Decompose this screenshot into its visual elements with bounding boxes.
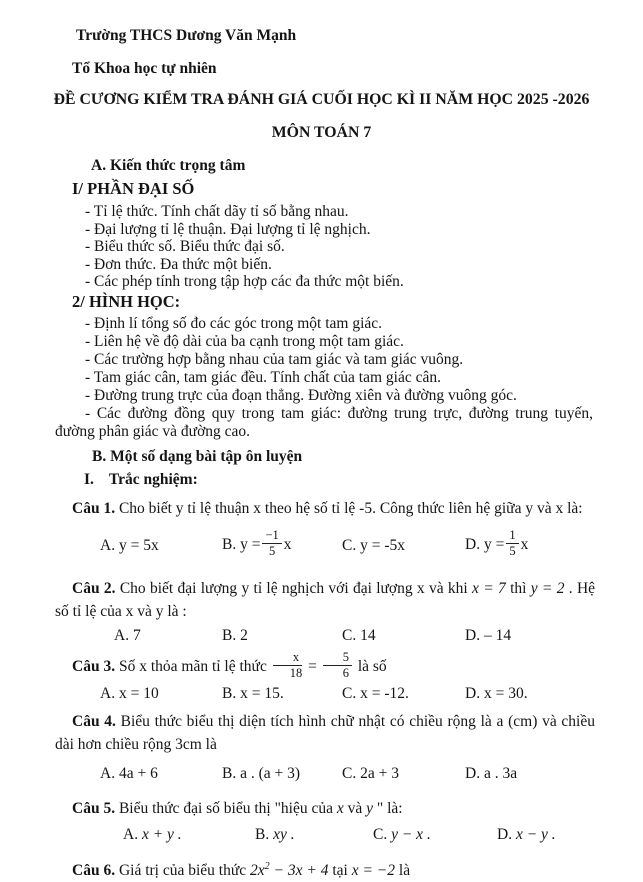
option-d (465, 764, 643, 784)
option-c (342, 536, 465, 556)
option-label: C. (342, 764, 357, 782)
question-text: Cho biết đại lượng y tỉ lệ nghịch với đại lượng x và khi (119, 579, 468, 597)
document-page (0, 26, 643, 879)
geometry-heading: 2/ HÌNH HỌC: (72, 291, 181, 311)
math-expression: x = 7 (472, 579, 506, 597)
option-label: A. (100, 536, 116, 554)
option-text: x = -12. (360, 684, 409, 702)
option-label: B. (222, 764, 237, 782)
option-text: x (283, 536, 292, 554)
option-a (100, 764, 222, 784)
question-text: Biểu thức đại số biểu thị "hiệu của (118, 799, 333, 817)
question-5-options (123, 825, 643, 845)
option-d (497, 825, 643, 845)
option-text: x = 10 (118, 684, 159, 702)
option-text: 4a + 6 (118, 764, 158, 782)
question-1-options (100, 524, 643, 568)
option-text: – 14 (483, 626, 512, 644)
question-text: thì (510, 579, 527, 597)
question-3-options (100, 684, 643, 704)
math-expression: $2x^2 - 3x + 4$ (250, 860, 329, 879)
option-label: A. (114, 626, 130, 644)
question-text: Cho biết y tỉ lệ thuận x theo hệ số tỉ lệ -5. Công thức liên hệ giữa y và x là: (118, 499, 583, 517)
question-text: . Hệ số tỉ lệ của x và y là : (55, 579, 596, 620)
topic-item: - Đường trung trực của đoạn thẳng. Đường xiên và đường vuông góc. (85, 386, 517, 404)
question-text: tại (332, 861, 348, 879)
option-label: A. (100, 684, 116, 702)
topic-item: - Biểu thức số. Biểu thức đại số. (85, 238, 285, 255)
topic-item: - Các phép tính trong tập hợp các đa thức một biến. (85, 273, 404, 290)
option-text: 14 (360, 626, 376, 644)
option-text: 2a + 3 (360, 764, 399, 782)
math-expression: y = 2 (530, 579, 565, 597)
subject-title: MÔN TOÁN 7 (271, 124, 372, 141)
math-expression: y (366, 799, 374, 817)
question-text: Biểu thức biểu thị diện tích hình chữ nhật có chiều rộng là a (cm) và chiều dài hơn chiều rộng 3cm là (55, 712, 595, 753)
option-text: y − x . (391, 825, 431, 843)
option-b (222, 626, 342, 646)
topic-item: - Tỉ lệ thức. Tính chất dãy tỉ số bằng nhau. (85, 203, 349, 220)
question-6 (55, 859, 595, 882)
question-label: Câu 4. (72, 712, 116, 730)
quiz-subheading-text: Trắc nghiệm: (108, 470, 198, 488)
quiz-subheading-label: I. (84, 470, 94, 488)
option-b (222, 527, 342, 560)
department-name: Tổ Khoa học tự nhiên (72, 60, 217, 77)
question-text: là (398, 861, 411, 879)
document-title: ĐỀ CƯƠNG KIỂM TRA ĐÁNH GIÁ CUỐI HỌC KÌ II NĂM HỌC 2025 -2026 (53, 91, 590, 108)
option-d (465, 626, 643, 646)
fraction-numerator: −1 (262, 529, 281, 544)
option-a (100, 536, 222, 556)
option-text: y = 5x (118, 536, 159, 554)
fraction-denominator: 6 (342, 665, 349, 680)
math-expression: x = −2 (351, 861, 396, 879)
equals-sign: = (308, 657, 317, 675)
option-text: a . 3a (483, 764, 518, 782)
question-label: Câu 6. (72, 861, 116, 879)
option-label: D. (497, 825, 513, 843)
option-text: y = (483, 536, 505, 554)
question-text: Số x thỏa mãn tỉ lệ thức (118, 657, 267, 675)
geometry-topic-list (55, 315, 593, 441)
option-label: B. (255, 825, 270, 843)
section-a-heading: A. Kiến thức trọng tâm (91, 157, 246, 174)
fraction-denominator: 5 (269, 544, 276, 558)
option-label: A. (123, 825, 139, 843)
option-b (255, 825, 373, 845)
option-label: D. (465, 536, 481, 554)
option-text: x = 30. (483, 684, 528, 702)
option-label: B. (222, 536, 237, 554)
option-label: C. (342, 684, 357, 702)
fraction (262, 529, 281, 558)
option-c (342, 764, 465, 784)
option-a (123, 825, 255, 845)
fraction-numerator: x (273, 651, 303, 666)
option-text: x + y . (141, 825, 182, 843)
option-label: B. (222, 684, 237, 702)
fraction-denominator: 5 (509, 544, 516, 558)
option-label: D. (465, 684, 481, 702)
option-text: a . (a + 3) (240, 764, 301, 782)
section-b-heading: B. Một số dạng bài tập ôn luyện (92, 447, 303, 465)
question-label: Câu 1. (72, 499, 116, 517)
fraction-numerator: 1 (506, 529, 518, 544)
topic-item: - Đại lượng tỉ lệ thuận. Đại lượng tỉ lệ nghịch. (85, 220, 371, 238)
fraction (323, 651, 352, 680)
option-label: C. (342, 626, 357, 644)
option-label: D. (465, 626, 481, 644)
question-text: Giá trị của biểu thức (118, 861, 247, 879)
option-b (222, 764, 342, 784)
option-text: x = 15. (240, 684, 284, 702)
option-text: y = (240, 536, 261, 554)
option-label: A. (100, 764, 116, 782)
option-text: x − y . (515, 825, 556, 843)
option-text: y = -5x (360, 536, 405, 554)
fraction (273, 651, 303, 680)
topic-item: - Các đường đồng quy trong tam giác: đường trung trực, đường trung tuyến, đường phân giác và đường cao. (55, 404, 593, 440)
question-1 (55, 497, 595, 520)
option-label: B. (222, 626, 237, 644)
option-c (342, 684, 465, 704)
question-2-options (100, 626, 643, 646)
question-3 (55, 649, 595, 682)
topic-item: - Liên hệ về độ dài của ba cạnh trong một tam giác. (85, 332, 404, 350)
question-2 (55, 577, 595, 623)
question-text: là số (357, 657, 387, 675)
option-b (222, 684, 342, 704)
algebra-heading: I/ PHẦN ĐẠI SỐ (72, 179, 195, 198)
option-c (342, 626, 465, 646)
option-a (100, 626, 222, 646)
topic-item: - Tam giác cân, tam giác đều. Tính chất của tam giác cân. (85, 368, 441, 386)
option-text: 2 (240, 626, 248, 644)
option-d (465, 527, 643, 560)
option-text: xy . (273, 825, 295, 843)
question-text: và (347, 799, 363, 817)
question-label: Câu 2. (72, 579, 116, 597)
option-a (100, 684, 222, 704)
option-d (465, 684, 643, 704)
topic-item: - Định lí tổng số đo các góc trong một tam giác. (85, 314, 383, 332)
option-label: C. (373, 825, 388, 843)
math-expression: x (336, 799, 344, 817)
question-label: Câu 5. (72, 799, 116, 817)
option-text: 7 (132, 626, 141, 644)
school-name: Trường THCS Dương Văn Mạnh (76, 27, 297, 44)
quiz-subheading (84, 470, 643, 490)
exponent: 2 (264, 860, 270, 872)
option-text: x (520, 536, 529, 554)
fraction-numerator: 5 (323, 651, 352, 666)
question-5 (55, 797, 595, 820)
question-label: Câu 3. (72, 657, 116, 675)
algebra-topic-list (55, 203, 593, 291)
topic-item: - Đơn thức. Đa thức một biến. (85, 255, 272, 273)
option-label: C. (342, 536, 357, 554)
question-4 (55, 710, 595, 756)
option-c (373, 825, 497, 845)
fraction (506, 529, 518, 558)
topic-item: - Các trường hợp bằng nhau của tam giác và tam giác vuông. (85, 350, 464, 368)
fraction-denominator: 18 (289, 665, 303, 680)
option-label: D. (465, 764, 481, 782)
question-4-options (100, 764, 643, 784)
question-text: " là: (376, 799, 403, 817)
